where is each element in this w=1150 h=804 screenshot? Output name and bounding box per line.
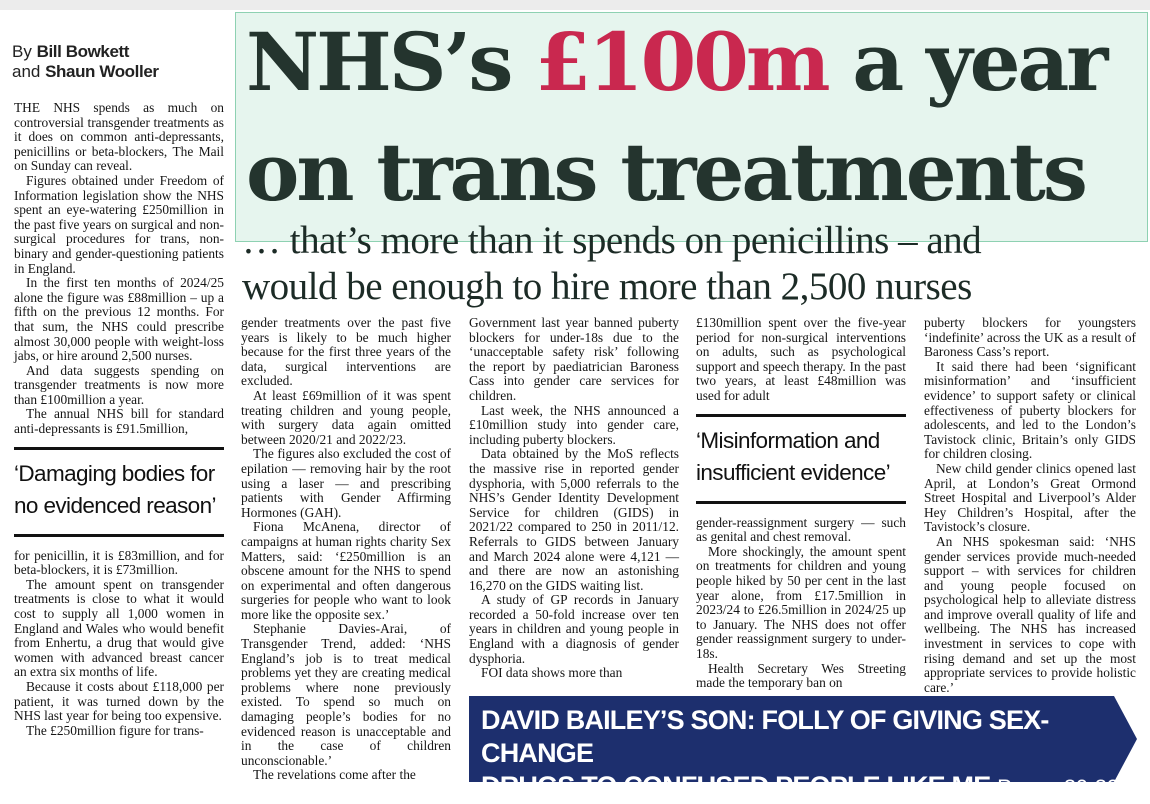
banner-line-2: DRUGS TO CONFUSED PEOPLE LIKE ME (481, 771, 991, 801)
headline-part: a year (827, 15, 1106, 109)
article-column-5 (924, 316, 1136, 695)
paragraph: THE NHS spends as much on controversial transgender treatments as it does on common anti-depressants, penicillins or beta-blockers, The Mail on Sunday can reveal. (14, 100, 224, 174)
paragraph: gender-reassignment surgery — such as genital and chest removal. (696, 514, 906, 545)
paragraph: Figures obtained under Freedom of Information legislation show the NHS spent an eye-watering £250million in the past five years on surgical and non-surgical procedures for trans, non-binary and gender-questioning patients in England. (14, 172, 224, 276)
headline-line-1 (246, 2, 1105, 122)
paragraph: Stephanie Davies-Arai, of Transgender Trend, added: ‘NHS England’s job is to treat medical problems yet they are creating medical problems where none previously existed. To spend so much on damaging people’s bodies for no evidenced reason is unacceptable and in the case of children unconscionable.’ (241, 621, 451, 768)
paragraph: It said there had been ‘significant misinformation’ and ‘insufficient evidence’ to support safety or clinical effectiveness of puberty blockers for adolescents, and led to the London’s Tavistock clinic, Britain’s only GIDS for children closing. (924, 358, 1136, 462)
author-name: Shaun Wooller (45, 62, 159, 81)
headline-part: NHS’s (246, 15, 536, 109)
pull-quote: ‘Misinformation and insufficient evidence’ (696, 414, 906, 504)
paragraph: A study of GP records in January recorded a 50-fold increase over ten years in children and young people in England with a diagnosis of gender dysphoria. (469, 592, 679, 666)
paragraph: Government last year banned puberty blockers for under-18s due to the ‘unacceptable safety risk’ following the report by paediatrician Baroness Cass into gender care services for children. (469, 315, 679, 403)
paragraph: In the first ten months of 2024/25 alone the figure was £88million – up a fifth on the previous 12 months. For that sum, the NHS could prescribe almost 30,000 people with weight-loss jabs, or hire around 2,500 nurses. (14, 275, 224, 364)
paragraph: gender treatments over the past five years is likely to be much higher because for the first three years of the data, surgical interventions are excluded. (241, 315, 451, 389)
byline-prefix: and (12, 62, 46, 81)
paragraph: FOI data shows more than (481, 665, 623, 681)
paragraph: Health Secretary Wes Streeting made the temporary ban on (696, 660, 906, 691)
article-column-3 (469, 316, 679, 681)
paragraph: An NHS spokesman said: ‘NHS gender services provide much-needed support – with services for children and young people focused on psychological help to alleviate distress and improve overall quality of life and wellbeing. The NHS has increased investment in services to cope with rising demand and set up the most appropriate services to provide holistic care.’ (924, 533, 1136, 695)
paragraph: £130million spent over the five-year period for non-surgical interventions on adults, such as psychological support and speech therapy. In the past two years, at least £48million was used for adult (696, 315, 906, 403)
paragraph: The amount spent on transgender treatments is close to what it would cost to supply all 1,000 women in England and Wales who would benefit from Enhertu, a drug that would give women with advanced breast cancer an extra six months of life. (14, 576, 224, 680)
paragraph: The revelations come after the (253, 767, 416, 783)
byline-prefix: By (12, 42, 37, 61)
article-column-2 (241, 316, 451, 783)
paragraph: puberty blockers for youngsters ‘indefinite’ across the UK as a result of Baroness Cass’s report. (924, 315, 1136, 360)
paragraph: Last week, the NHS announced a £10million study into gender care, including puberty blockers. (469, 402, 679, 447)
paragraph: And data suggests spending on transgender treatments is now more than £100million a year. (14, 362, 224, 407)
paragraph: Data obtained by the MoS reflects the massive rise in reported gender dysphoria, with 5,000 referrals to the NHS’s Gender Identity Development Service for children (GIDS) in 2021/22 compared to 250 in 2011/12. Referrals to GIDS between January and March 2024 alone were 4,121 — and there are now an astonishing 16,270 on the GIDS waiting list. (469, 446, 679, 593)
banner-line-1: DAVID BAILEY’S SON: FOLLY OF GIVING SEX-CHANGE (481, 705, 1049, 768)
banner-text (481, 704, 1121, 804)
headline-line-2: on trans treatments (246, 125, 1085, 219)
paragraph: The £250million figure for trans- (26, 722, 204, 738)
paragraph: More shockingly, the amount spent on treatments for children and young people hiked by 50 per cent in the last year alone, from £17.5million in 2023/24 to £26.5million in 2024/25 up to January. The NHS does not offer gender reassignment surgery to under-18s. (696, 543, 906, 661)
subheadline-line-1: … that’s more than it spends on penicillins – and (242, 219, 982, 262)
headline-amount: £100m (535, 15, 828, 109)
paragraph: New child gender clinics opened last April, at London’s Great Ormond Street Hospital and Liverpool’s Alder Hey Children’s Hospital, after the Tavistock’s closure. (924, 460, 1136, 535)
article-column-1 (14, 101, 224, 738)
paragraph: Fiona McAnena, director of campaigns at human rights charity Sex Matters, said: ‘£250million is an obscene amount for the NHS to spend on experimental and often dangerous surgeries for people who want to look more like the opposite sex.’ (241, 519, 451, 622)
paragraph: The figures also excluded the cost of epilation — removing hair by the root using a laser — and prescribing patients with Gender Affirming Hormones (GAH). (241, 446, 451, 520)
paragraph: Because it costs about £118,000 per patient, it was turned down by the NHS last year for being too expensive. (14, 679, 224, 724)
byline (12, 42, 232, 82)
paragraph: At least £69million of it was spent treating children and young people, with surgery data again omitted between 2020/21 and 2022/23. (241, 387, 451, 447)
pull-quote: ‘Damaging bodies for no evidenced reason’ (14, 447, 224, 537)
article-column-4 (696, 316, 906, 691)
promo-banner[interactable] (469, 696, 1137, 801)
subheadline-line-2: would be enough to hire more than 2,500 nurses (242, 265, 972, 308)
author-name: Bill Bowkett (36, 42, 130, 61)
paragraph: The annual NHS bill for standard anti-depressants is £91.5million, (14, 406, 224, 437)
paragraph: for penicillin, it is £83million, and for beta-blockers, it is £73million. (14, 547, 224, 578)
banner-pages: Pages 30-32 (997, 775, 1119, 800)
